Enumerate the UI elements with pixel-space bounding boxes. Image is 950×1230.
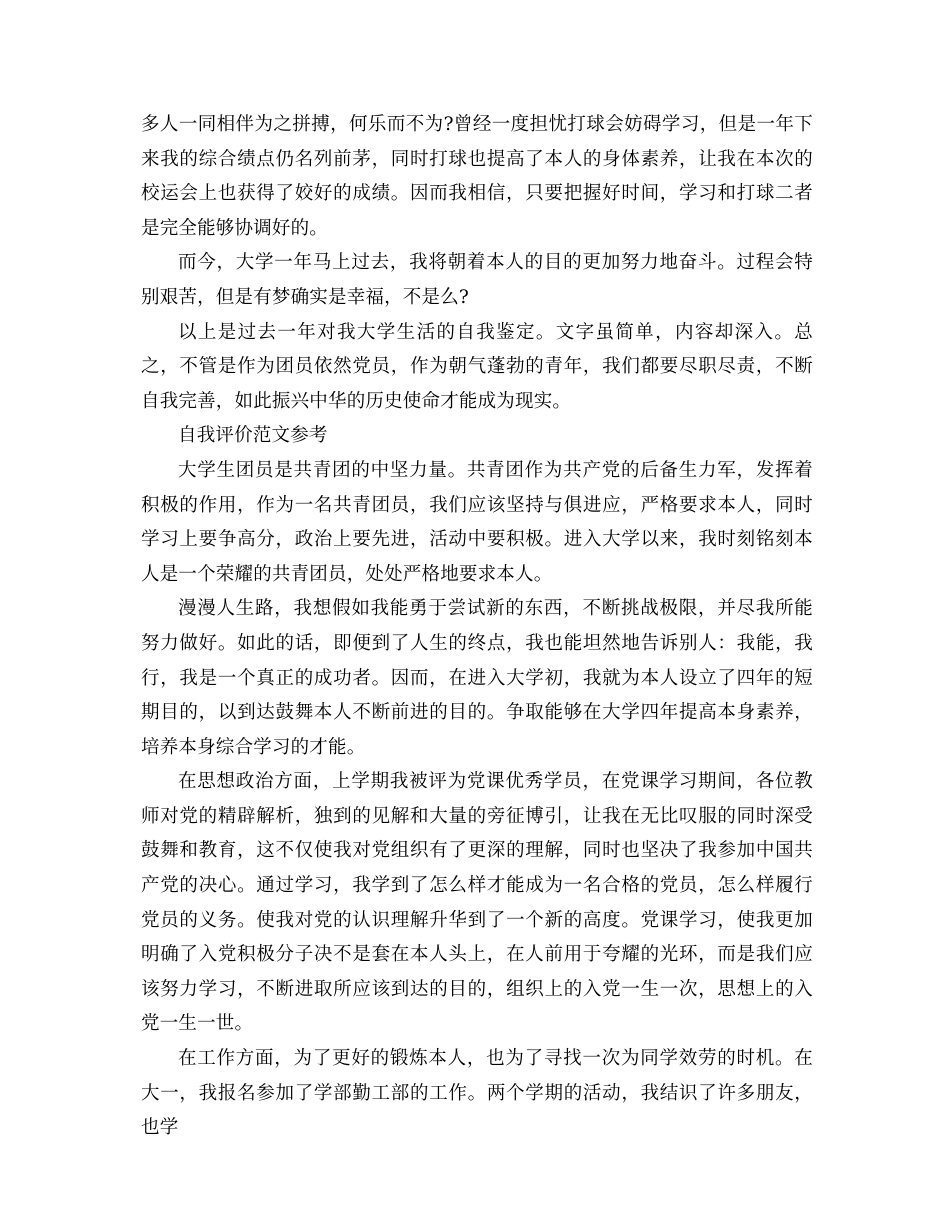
paragraph: 以上是过去一年对我大学生活的自我鉴定。文字虽简单，内容却深入。总之，不管是作为团员依然党员，作为朝气蓬勃的青年，我们都要尽职尽责，不断自我完善，如此振兴中华的历史使命才能成为现实。 (141, 321, 813, 412)
document-body (141, 108, 813, 1146)
paragraph: 在思想政治方面，上学期我被评为党课优秀学员，在党课学习期间，各位教师对党的精辟解析，独到的见解和大量的旁征博引，让我在无比叹服的同时深受鼓舞和教育，这不仅使我对党组织有了更深的理解，同时也坚决了我参加中国共产党的决心。通过学习，我学到了怎么样才能成为一名合格的党员，怎么样履行党员的义务。使我对党的认识理解升华到了一个新的高度。党课学习，使我更加明确了入党积极分子决不是套在本人头上，在人前用于夸耀的光环，而是我们应该努力学习，不断进取所应该到达的目的，组织上的入党一生一次，思想上的入党一生一世。 (141, 771, 813, 1035)
paragraph: 在工作方面，为了更好的锻炼本人，也为了寻找一次为同学效劳的时机。在大一，我报名参加了学部勤工部的工作。两个学期的活动，我结识了许多朋友，也学 (141, 1048, 813, 1139)
paragraph: 而今，大学一年马上过去，我将朝着本人的目的更加努力地奋斗。过程会特别艰苦，但是有梦确实是幸福，不是么? (141, 252, 813, 308)
paragraph-continuation: 多人一同相伴为之拼搏，何乐而不为?曾经一度担忧打球会妨碍学习，但是一年下来我的综合绩点仍名列前茅，同时打球也提高了本人的身体素养，让我在本次的校运会上也获得了姣好的成绩。因而我相信，只要把握好时间，学习和打球二者是完全能够协调好的。 (141, 114, 813, 239)
paragraph: 漫漫人生路，我想假如我能勇于尝试新的东西，不断挑战极限，并尽我所能努力做好。如此的话，即便到了人生的终点，我也能坦然地告诉别人：我能，我行，我是一个真正的成功者。因而，在进入大学初，我就为本人设立了四年的短期目的，以到达鼓舞本人不断前进的目的。争取能够在大学四年提高本身素养，培养本身综合学习的才能。 (141, 598, 813, 758)
section-heading: 自我评价范文参考 (178, 425, 328, 447)
paragraph: 大学生团员是共青团的中坚力量。共青团作为共产党的后备生力军，发挥着积极的作用，作为一名共青团员，我们应该坚持与俱进应，严格要求本人，同时学习上要争高分，政治上要先进，活动中要积极。进入大学以来，我时刻铭刻本人是一个荣耀的共青团员，处处严格地要求本人。 (141, 459, 813, 585)
